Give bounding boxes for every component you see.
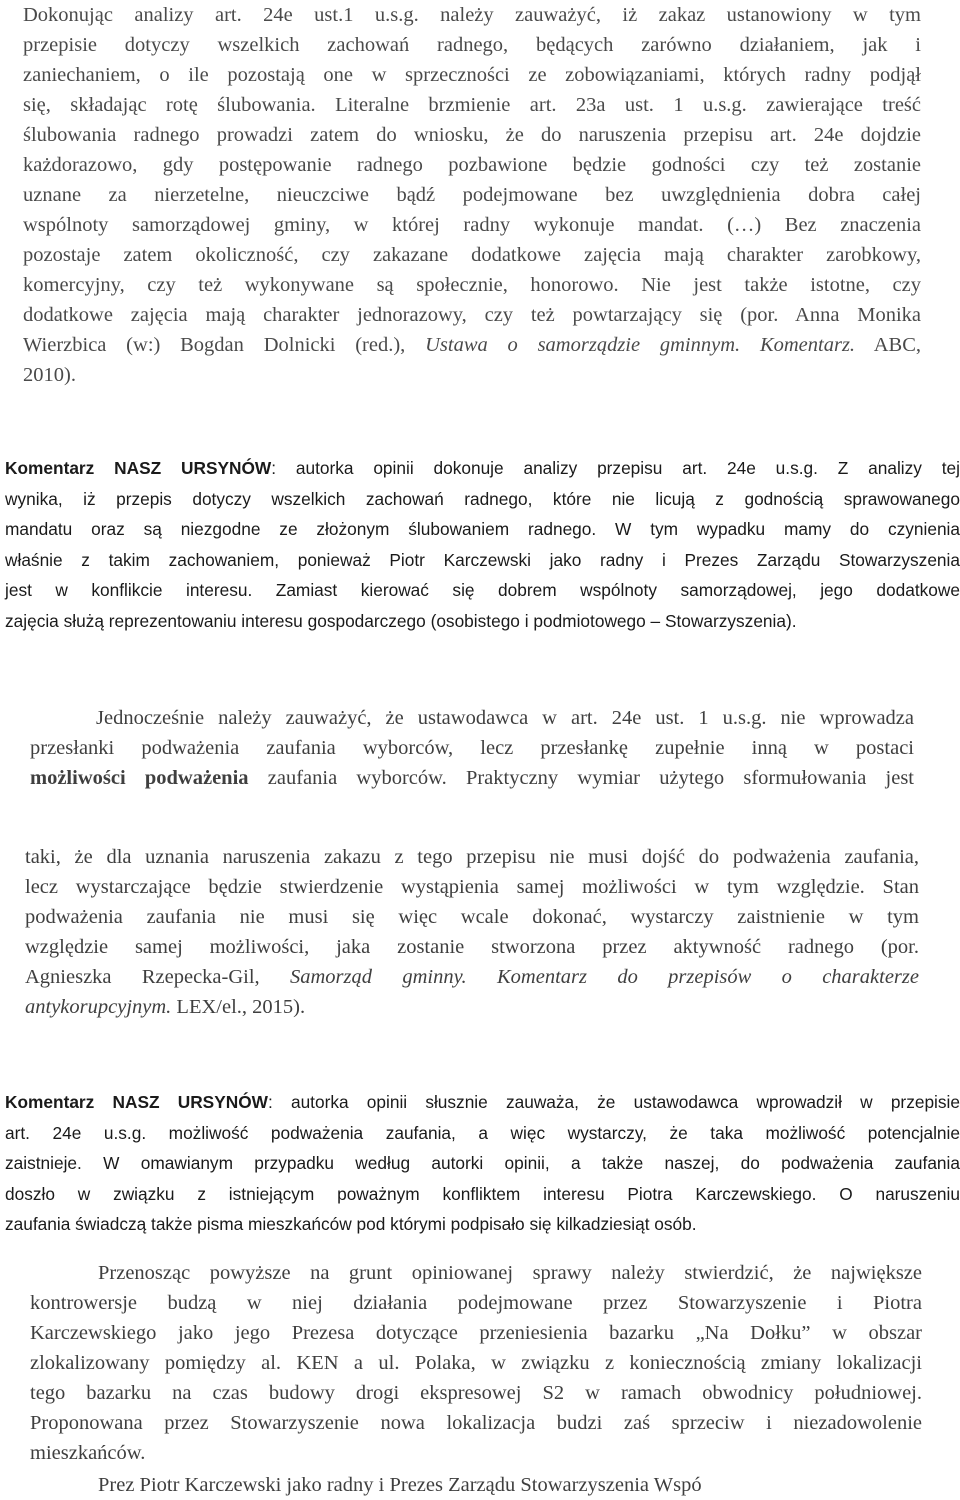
quote-line: komercyjny, czy też wykonywane są społecznie, honorowo. Nie jest także istotne, czy xyxy=(23,274,921,296)
quote-line: Jednocześnie należy zauważyć, że ustawodawca w art. 24e ust. 1 u.s.g. nie wprowadza xyxy=(96,707,914,729)
comment-line: mandatu oraz są niezgodne ze złożonym ślubowaniem radnego. W tym wypadku mamy do czynienia xyxy=(5,519,960,539)
partial-text-line: Prez Piotr Karczewski jako radny i Prezes Zarządu Stowarzyszenia Wspó xyxy=(98,1474,702,1496)
comment-block-1 xyxy=(5,453,960,636)
quote-line: przepisie dotyczy wszelkich zachowań radnego, będących zarówno działaniem, jak i xyxy=(23,34,921,56)
quote-line: Dokonując analizy art. 24e ust.1 u.s.g. należy zauważyć, iż zakaz ustanowiony w tym xyxy=(23,4,921,26)
book-title: Ustawa o samorządzie gminnym. Komentarz. xyxy=(425,334,856,356)
comment-line: jest w konflikcie interesu. Zamiast kierować się dobrem wspólnoty samorządowej, jego dodatkowe xyxy=(5,580,960,600)
comment-line: właśnie z takim zachowaniem, ponieważ Piotr Karczewski jako radny i Prezes Zarządu Stowarzyszenia xyxy=(5,549,960,570)
quote-line: przesłanki podważenia zaufania wyborców, lecz przesłankę zupełnie inną w postaci xyxy=(30,737,914,759)
quote-line: uznane za nierzetelne, nieuczciwe bądź podejmowane bez uwzględnienia dobra całej xyxy=(23,184,921,206)
comment-line: art. 24e u.s.g. możliwość podważenia zaufania, a więc wystarczy, że taka możliwość potencjalnie xyxy=(5,1122,960,1143)
comment-line: Komentarz NASZ URSYNÓW: autorka opinii dokonuje analizy przepisu art. 24e u.s.g. Z analizy tej xyxy=(5,458,960,478)
quote-block-3 xyxy=(25,842,919,1022)
quote-block-4 xyxy=(30,1258,922,1468)
quote-line: zaniechaniem, o ile pozostają one w sprzeczności ze zobowiązaniami, których radny podjął xyxy=(23,64,921,86)
quote-line: Przenosząc powyższe na grunt opiniowanej sprawy należy stwierdzić, że największe xyxy=(98,1262,922,1284)
quote-line: dodatkowe zajęcia mają charakter jednorazowy, czy też powtarzający się (por. Anna Monika xyxy=(23,304,921,326)
quote-line: względzie samej możliwości, jaka zostanie stworzona przez aktywność radnego (por. xyxy=(25,936,919,958)
comment-label: Komentarz NASZ URSYNÓW xyxy=(5,1092,268,1112)
quote-line: taki, że dla uznania naruszenia zakazu z tego przepisu nie musi dojść do podważenia zaufania, xyxy=(25,846,919,868)
comment-line: Komentarz NASZ URSYNÓW: autorka opinii słusznie zauważa, że ustawodawca wprowadził w przepisie xyxy=(5,1092,960,1112)
comment-line: zajęcia służą reprezentowaniu interesu gospodarczego (osobistego i podmiotowego – Stowarzyszenia). xyxy=(5,610,797,631)
quote-line: Karczewskiego jako jego Prezesa dotyczące przeniesienia bazarku „Na Dołku” w obszar xyxy=(30,1322,922,1344)
quote-line: każdorazowo, gdy postępowanie radnego pozbawione będzie godności czy też zostanie xyxy=(23,154,921,176)
cut-off-line xyxy=(98,1470,938,1496)
quote-line: kontrowersje budzą w niej działania podejmowane przez Stowarzyszenie i Piotra xyxy=(30,1292,922,1314)
quote-block-2 xyxy=(30,703,914,793)
quote-line-emphasis: możliwości podważenia zaufania wyborców. Praktyczny wymiar użytego sformułowania jest xyxy=(30,767,915,789)
quote-line: lecz wystarczające będzie stwierdzenie wystąpienia samej możliwości w tym względzie. Stan xyxy=(25,876,919,898)
quote-line: ślubowania radnego prowadzi zatem do wniosku, że do naruszenia przepisu art. 24e dojdzie xyxy=(23,124,921,146)
comment-line: zaufania świadczą także pisma mieszkańców pod którymi podpisało się kilkadziesiąt osób. xyxy=(5,1214,697,1234)
comment-line: zaistnieje. W omawianym przypadku według autorki opinii, a także naszej, do podważenia zaufania xyxy=(5,1153,960,1173)
quote-line: się, składając rotę ślubowania. Literalne brzmienie art. 23a ust. 1 u.s.g. zawierające treść xyxy=(23,94,921,116)
quote-line: podważenia zaufania nie musi się więc wcale dokonać, wystarczy zaistnienie w tym xyxy=(25,906,919,928)
emphasis-text: możliwości podważenia xyxy=(30,767,249,789)
comment-line: wynika, iż przepis dotyczy wszelkich zachowań radnego, które nie licują z godnością sprawowanego xyxy=(5,488,960,509)
quote-line: Proponowana przez Stowarzyszenie nowa lokalizacja budzi zaś sprzeciw i niezadowolenie xyxy=(30,1412,922,1434)
quote-line-citation: Agnieszka Rzepecka-Gil, Samorząd gminny. Komentarz do przepisów o charakterze xyxy=(25,966,919,988)
book-title: Samorząd gminny. Komentarz do przepisów o charakterze xyxy=(290,966,919,988)
quote-line: pozostaje zatem okoliczność, czy zakazane dodatkowe zajęcia mają charakter zarobkowy, xyxy=(23,244,921,266)
quote-line-citation: antykorupcyjnym. LEX/el., 2015). xyxy=(25,996,306,1018)
quote-block-1 xyxy=(23,0,921,390)
comment-line: doszło w związku z istniejącym poważnym konfliktem interesu Piotra Karczewskiego. O naruszeniu xyxy=(5,1183,960,1204)
comment-block-2 xyxy=(5,1087,960,1240)
comment-label: Komentarz NASZ URSYNÓW xyxy=(5,458,272,478)
book-title: antykorupcyjnym. xyxy=(25,996,172,1018)
quote-line: tego bazarku na czas budowy drogi ekspresowej S2 w ramach obwodnicy południowej. xyxy=(30,1382,922,1404)
quote-line: mieszkańców. xyxy=(30,1442,146,1464)
quote-line: wspólnoty samorządowej gminy, w której radny wykonuje mandat. (…) Bez znaczenia xyxy=(23,214,921,236)
quote-line: zlokalizowany pomiędzy al. KEN a ul. Polaka, w związku z koniecznością zmiany lokalizacji xyxy=(30,1352,922,1374)
quote-line-citation: Wierzbica (w:) Bogdan Dolnicki (red.), Ustawa o samorządzie gminnym. Komentarz. ABC, xyxy=(23,334,921,356)
quote-line: 2010). xyxy=(23,364,76,386)
